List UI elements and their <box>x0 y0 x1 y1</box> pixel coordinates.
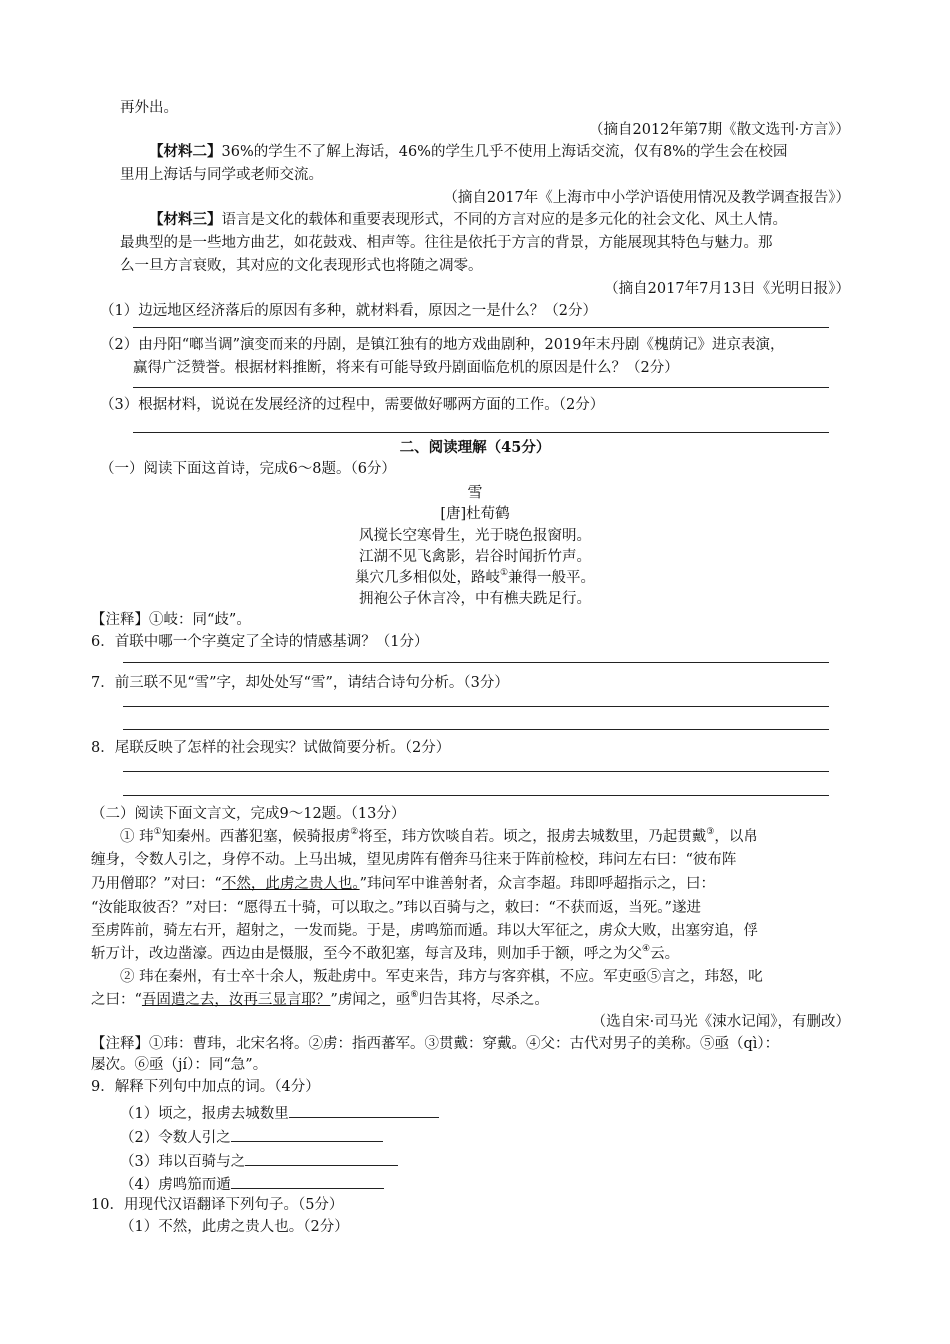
text-note-line-1: 【注释】①玮：曹玮，北宋名将。②虏：指西蕃军。③贯戴：穿戴。④父：古代对男子的美称。⑤亟（qì）： <box>91 1036 780 1052</box>
text-p2-line-2: 之曰：“吾固遣之去，汝再三显言耶？”虏闻之，亟⑥归告其将，尽杀之。 <box>91 990 549 1008</box>
answer-blank[interactable] <box>231 1127 383 1142</box>
text-note-line-2: 屡次。⑥亟（jí）：同“急”。 <box>91 1057 268 1073</box>
underlined-sentence: 吾固遣之去，汝再三显言耶？ <box>141 992 331 1008</box>
question-9-item-2: （2）令数人引之 <box>120 1127 383 1146</box>
material-3-line-1: 【材料三】语言是文化的载体和重要表现形式，不同的方言对应的是多元化的社会文化、风土人情。 <box>149 211 787 228</box>
poem-line-3: 巢穴几多相似处，路岐①兼得一般平。 <box>354 568 596 586</box>
material-2-source: （摘自2017年《上海市中小学沪语使用情况及教学调查报告》） <box>443 190 850 206</box>
answer-line[interactable] <box>133 432 829 433</box>
question-10: 10．用现代汉语翻译下列句子。（5分） <box>91 1197 344 1213</box>
text-p1-line-3: 乃用僧耶？”对曰：“不然，此虏之贵人也。”玮问军中谁善射者，众言李超。玮即呼超指示之，曰： <box>91 876 715 892</box>
material-3-source: （摘自2017年7月13日《光明日报》） <box>604 281 850 297</box>
answer-line[interactable] <box>133 327 829 328</box>
answer-line[interactable] <box>123 706 829 707</box>
material-2-line-2: 里用上海话与同学或老师交流。 <box>120 167 323 183</box>
footnote-marker: ② <box>350 827 359 837</box>
text-source: （选自宋·司马光《涑水记闻》，有删改） <box>591 1014 850 1030</box>
material-3-line-3: 么一旦方言衰败，其对应的文化表现形式也将随之凋零。 <box>120 258 483 274</box>
material-2-label: 【材料二】 <box>149 143 222 160</box>
question-9-item-3: （3）玮以百骑与之 <box>120 1151 398 1170</box>
answer-line[interactable] <box>123 662 829 663</box>
footnote-marker: ⑥ <box>410 990 419 1000</box>
answer-line[interactable] <box>123 729 829 730</box>
text-p2-line-1: ② 玮在秦州，有士卒十余人，叛赴虏中。军吏来告，玮方与客弈棋，不应。军吏亟⑤言之，玮怒，叱 <box>120 969 763 985</box>
text-p1-line-4: “汝能取彼否？”对曰：“愿得五十骑，可以取之。”玮以百骑与之，敕曰：“不获而返，当死。”遂进 <box>91 900 701 916</box>
poem-note: 【注释】①岐：同“歧”。 <box>91 612 251 628</box>
question-9-item-4: （4）虏鸣笳而遁 <box>120 1174 384 1193</box>
answer-blank[interactable] <box>289 1103 439 1118</box>
text-p1-line-2: 缠身，令数人引之，身停不动。上马出城，望见虏阵有僧奔马往来于阵前检校，玮问左右曰：“彼布阵 <box>91 852 737 868</box>
material-2-line-1: 【材料二】36%的学生不了解上海话，46%的学生几乎不使用上海话交流，仅有8%的学生会在校园 <box>149 143 788 160</box>
text-p1-line-6: 斩万计，改边凿濠。西边由是慑服，至今不敢犯塞，每言及玮，则加手于额，呼之为父④云。 <box>91 944 680 962</box>
answer-line[interactable] <box>123 795 829 796</box>
question-1: （1）边远地区经济落后的原因有多种，就材料看，原因之一是什么？（2分） <box>100 303 597 319</box>
question-2-line-2: 赢得广泛赞誉。根据材料推断，将来有可能导致丹剧面临危机的原因是什么？（2分） <box>133 360 679 376</box>
poem-line-1: 风搅长空寒骨生，光于晓色报窗明。 <box>359 528 591 544</box>
poem-title: 雪 <box>467 483 483 501</box>
text-p1-line-1: ① 玮①知秦州。西蕃犯塞，候骑报虏②将至，玮方饮啖自若。顷之，报虏去城数里，乃起贯戴③，以帛 <box>120 827 758 845</box>
section-2-title: 二、阅读理解（45分） <box>399 439 551 456</box>
question-2-line-1: （2）由丹阳“啷当调”演变而来的丹剧，是镇江独有的地方戏曲剧种，2019年末丹剧《槐荫记》进京表演， <box>100 337 785 353</box>
material-1-source: （摘自2012年第7期《散文选刊·方言》） <box>589 122 850 138</box>
answer-blank[interactable] <box>231 1174 384 1189</box>
poem-line-4: 拥袍公子休言冷，中有樵夫跣足行。 <box>359 591 591 607</box>
question-8: 8．尾联反映了怎样的社会现实？试做简要分析。（2分） <box>91 740 451 756</box>
answer-blank[interactable] <box>245 1151 398 1166</box>
question-7: 7．前三联不见“雪”字，却处处写“雪”，请结合诗句分析。（3分） <box>91 675 509 691</box>
footnote-marker: ① <box>499 568 509 578</box>
footnote-marker: ③ <box>706 827 715 837</box>
material-3-line-2: 最典型的是一些地方曲艺，如花鼓戏、相声等。往往是依托于方言的背景，方能展现其特色与魅力。那 <box>120 235 773 251</box>
footnote-marker: ④ <box>642 944 651 954</box>
material-3-label: 【材料三】 <box>149 211 222 228</box>
continued-text: 再外出。 <box>120 100 178 116</box>
part-2-intro: （二）阅读下面文言文，完成9～12题。（13分） <box>91 806 406 822</box>
question-9: 9．解释下列句中加点的词。（4分） <box>91 1079 320 1095</box>
answer-line[interactable] <box>123 771 829 772</box>
footnote-marker: ① <box>153 827 162 837</box>
question-9-item-1: （1）顷之，报虏去城数里 <box>120 1103 439 1122</box>
question-3: （3）根据材料，说说在发展经济的过程中，需要做好哪两方面的工作。（2分） <box>100 397 605 413</box>
question-10-item-1: （1）不然，此虏之贵人也。（2分） <box>120 1219 349 1235</box>
poem-author: [唐]杜荀鹤 <box>440 506 510 522</box>
part-1-intro: （一）阅读下面这首诗，完成6～8题。（6分） <box>100 461 396 477</box>
question-6: 6．首联中哪一个字奠定了全诗的情感基调？（1分） <box>91 634 429 650</box>
text-p1-line-5: 至虏阵前，骑左右开，超射之，一发而毙。于是，虏鸣笳而遁。玮以大军征之，虏众大败，出塞穷追，俘 <box>91 923 758 939</box>
poem-line-2: 江湖不见飞禽影，岩谷时闻折竹声。 <box>359 549 591 565</box>
underlined-sentence: 不然，此虏之贵人也。 <box>221 876 360 892</box>
answer-line[interactable] <box>133 387 829 388</box>
